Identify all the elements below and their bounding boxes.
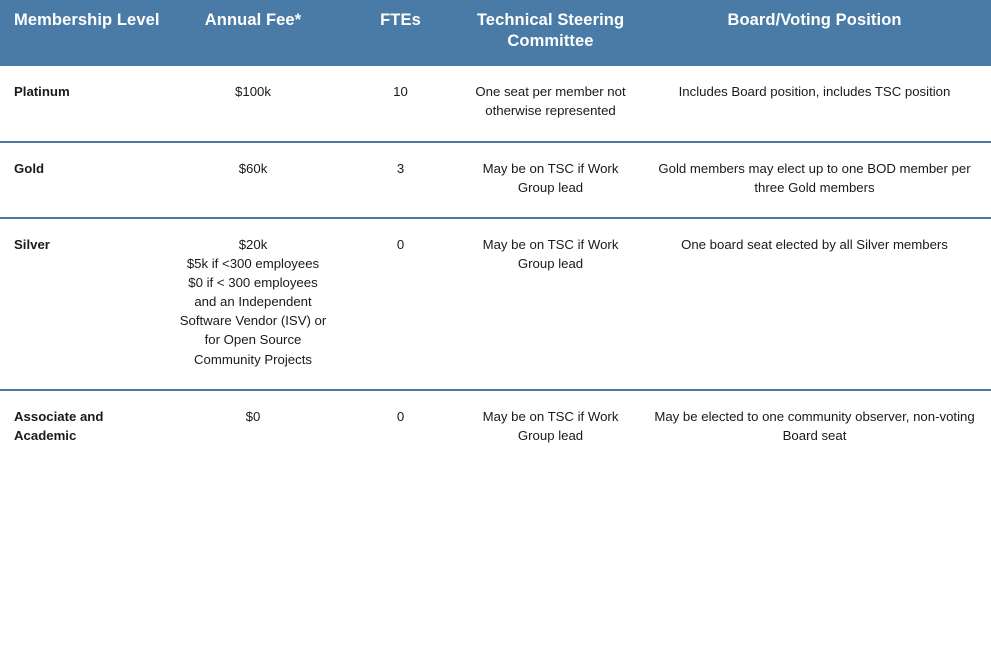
fee-line: $0 [245,408,261,424]
column-header-technical-steering-committee: Technical Steering Committee [463,0,638,66]
column-header-membership-level: Membership Level [0,0,168,66]
table-row [0,142,991,218]
column-header-board-voting-position: Board/Voting Position [638,0,991,66]
cell-ftes: 0 [338,218,463,390]
column-header-ftes: FTEs [338,0,463,66]
table-header-row [0,0,991,66]
cell-board: Gold members may elect up to one BOD member per three Gold members [638,142,991,218]
fee-line: $20k [238,236,268,252]
cell-membership-level: Associate and Academic [14,408,104,443]
cell-board: May be elected to one community observer, non-voting Board seat [654,408,975,443]
cell-board: One board seat elected by all Silver members [638,218,991,390]
cell-annual-fee [168,66,338,141]
cell-annual-fee [168,390,338,465]
cell-tsc: May be on TSC if Work Group lead [463,142,638,218]
table-row [0,218,991,390]
cell-tsc: One seat per member not otherwise represented [463,66,638,141]
cell-board: Includes Board position, includes TSC position [638,66,991,141]
cell-annual-fee [168,142,338,218]
cell-tsc: May be on TSC if Work Group lead [482,408,619,443]
cell-tsc: May be on TSC if Work Group lead [463,218,638,390]
cell-ftes: 0 [396,408,405,424]
cell-membership-level: Gold [0,142,168,218]
table-row [0,66,991,141]
fee-line: $0 if < 300 employees and an Independent Software Vendor (ISV) or for Open Source Community Projects [179,275,327,367]
cell-annual-fee [168,218,338,390]
table-row [0,390,991,465]
cell-membership-level: Platinum [0,66,168,141]
fee-line: $60k [238,160,268,176]
cell-membership-level: Silver [0,218,168,390]
fee-line: $5k if <300 employees [186,255,320,271]
table-header [0,0,991,66]
fee-line: $100k [235,84,271,100]
cell-ftes: 10 [338,66,463,141]
table-body [0,66,991,465]
column-header-annual-fee: Annual Fee* [168,0,338,66]
cell-ftes: 3 [338,142,463,218]
